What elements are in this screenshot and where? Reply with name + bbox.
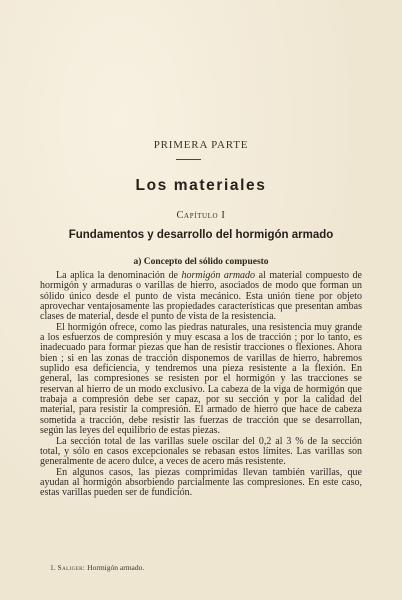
paragraph-1-pre: La aplica la denominación de	[56, 270, 182, 281]
main-title: Los materiales	[135, 177, 267, 194]
footnote-number: 1.	[50, 563, 56, 572]
paragraph-2: El hormigón ofrece, como las piedras naturales, una resistencia muy grande a los esfuerzos de compresión y muy escasa a los de tracción ; por lo tanto, es inadecuado para formar piezas que han de resistir tracciones o flexiones. Ahora bien ; si en las zonas de tracción disponemos de varillas de hierro, habremos suplido esa deficiencia, y tendremos una pieza resistente a la flexión. En general, las compresiones se resisten por el hormigón y las tracciones se reservan al hierro de un modo exclusivo. La cabeza de la viga de hormigón que trabaja a compresión debe ser capaz, por su sección y por la calidad del material, para resistir la compresión. El armado de hierro que hace de cabeza sometida a tracción, debe resistir las fuerzas de tracción que se desarrollan, según las leyes del equilibrio de estas piezas.	[40, 321, 362, 437]
body-text	[40, 271, 362, 499]
section-heading: a) Concepto del sólido compuesto	[133, 257, 269, 267]
footnote-text: Hormigón armado.	[87, 563, 145, 572]
paragraph-3: La sección total de las varillas suele oscilar del 0,2 al 3 % de la sección total, y sólo en casos excepcionales se rebasan estos límites. Las varillas son generalmente de acero dulce, a veces de acero más resistente.	[40, 435, 362, 468]
part-title: PRIMERA PARTE	[153, 139, 249, 151]
paragraph-1-emphasis: hormigón armado	[181, 270, 256, 281]
footnote	[50, 563, 362, 572]
paragraph-1-post: al material compuesto de hormigón y armaduras o varillas de hierro, asociados de modo que forman un sólido único desde el punto de vista mecánico. Esta unión tiene por objeto aprovechar ventajosamente las propiedades características que presentan ambas clases de material, desde el punto de vista de la resistencia.	[40, 270, 362, 323]
chapter-title: Fundamentos y desarrollo del hormigón armado	[68, 229, 334, 241]
paragraph-4: En algunos casos, las piezas comprimidas llevan también varillas, que ayudan al hormigón absorbiendo parcialmente las compresiones. En este caso, estas varillas pueden ser de fundición.	[40, 466, 362, 499]
chapter-label: Capítulo I	[176, 210, 226, 221]
part-title-rule	[176, 159, 201, 160]
footnote-author: Saliger:	[57, 563, 86, 572]
paragraph-1	[40, 271, 362, 323]
